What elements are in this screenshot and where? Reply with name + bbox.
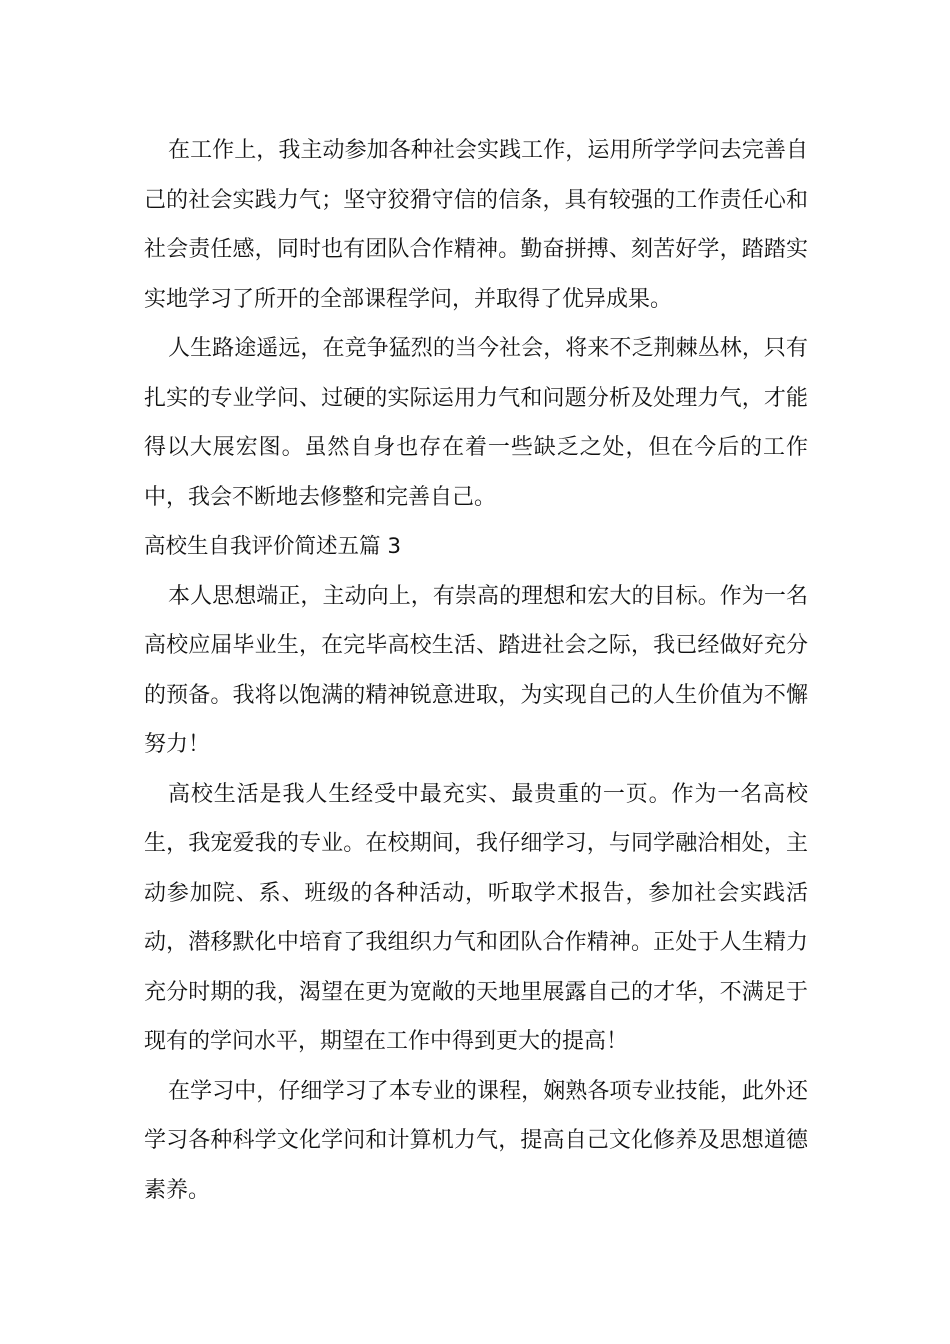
paragraph-college-life: 高校生活是我人生经受中最充实、最贵重的一页。作为一名高校生，我宠爱我的专业。在校期间，我仔细学习，与同学融洽相处，主动参加院、系、班级的各种活动，听取学术报告，参加社会实践活动，潜移默化中培育了我组织力气和团队合作精神。正处于人生精力充分时期的我，渴望在更为宽敞的天地里展露自己的才华，不满足于现有的学问水平，期望在工作中得到更大的提高！ (144, 781, 808, 1054)
paragraph-study: 在学习中，仔细学习了本专业的课程，娴熟各项专业技能，此外还学习各种科学文化学问和计算机力气，提高自己文化修养及思想道德素养。 (144, 1078, 808, 1203)
paragraph-work: 在工作上，我主动参加各种社会实践工作，运用所学学问去完善自己的社会实践力气；坚守狡猾守信的信条，具有较强的工作责任心和社会责任感，同时也有团队合作精神。勤奋拼搏、刻苦好学，踏踏实实地学习了所开的全部课程学问，并取得了优异成果。 (144, 138, 808, 312)
document-body (144, 126, 808, 1215)
paragraph-future: 人生路途遥远，在竞争猛烈的当今社会，将来不乏荆棘丛林，只有扎实的专业学问、过硬的实际运用力气和问题分析及处理力气，才能得以大展宏图。虽然自身也存在着一些缺乏之处，但在今后的工作中，我会不断地去修整和完善自己。 (144, 336, 808, 510)
section-heading: 高校生自我评价简述五篇 3 (144, 534, 402, 559)
paragraph-thought: 本人思想端正，主动向上，有崇高的理想和宏大的目标。作为一名高校应届毕业生，在完毕高校生活、踏进社会之际，我已经做好充分的预备。我将以饱满的精神锐意进取，为实现自己的人生价值为不懈努力！ (144, 583, 808, 757)
